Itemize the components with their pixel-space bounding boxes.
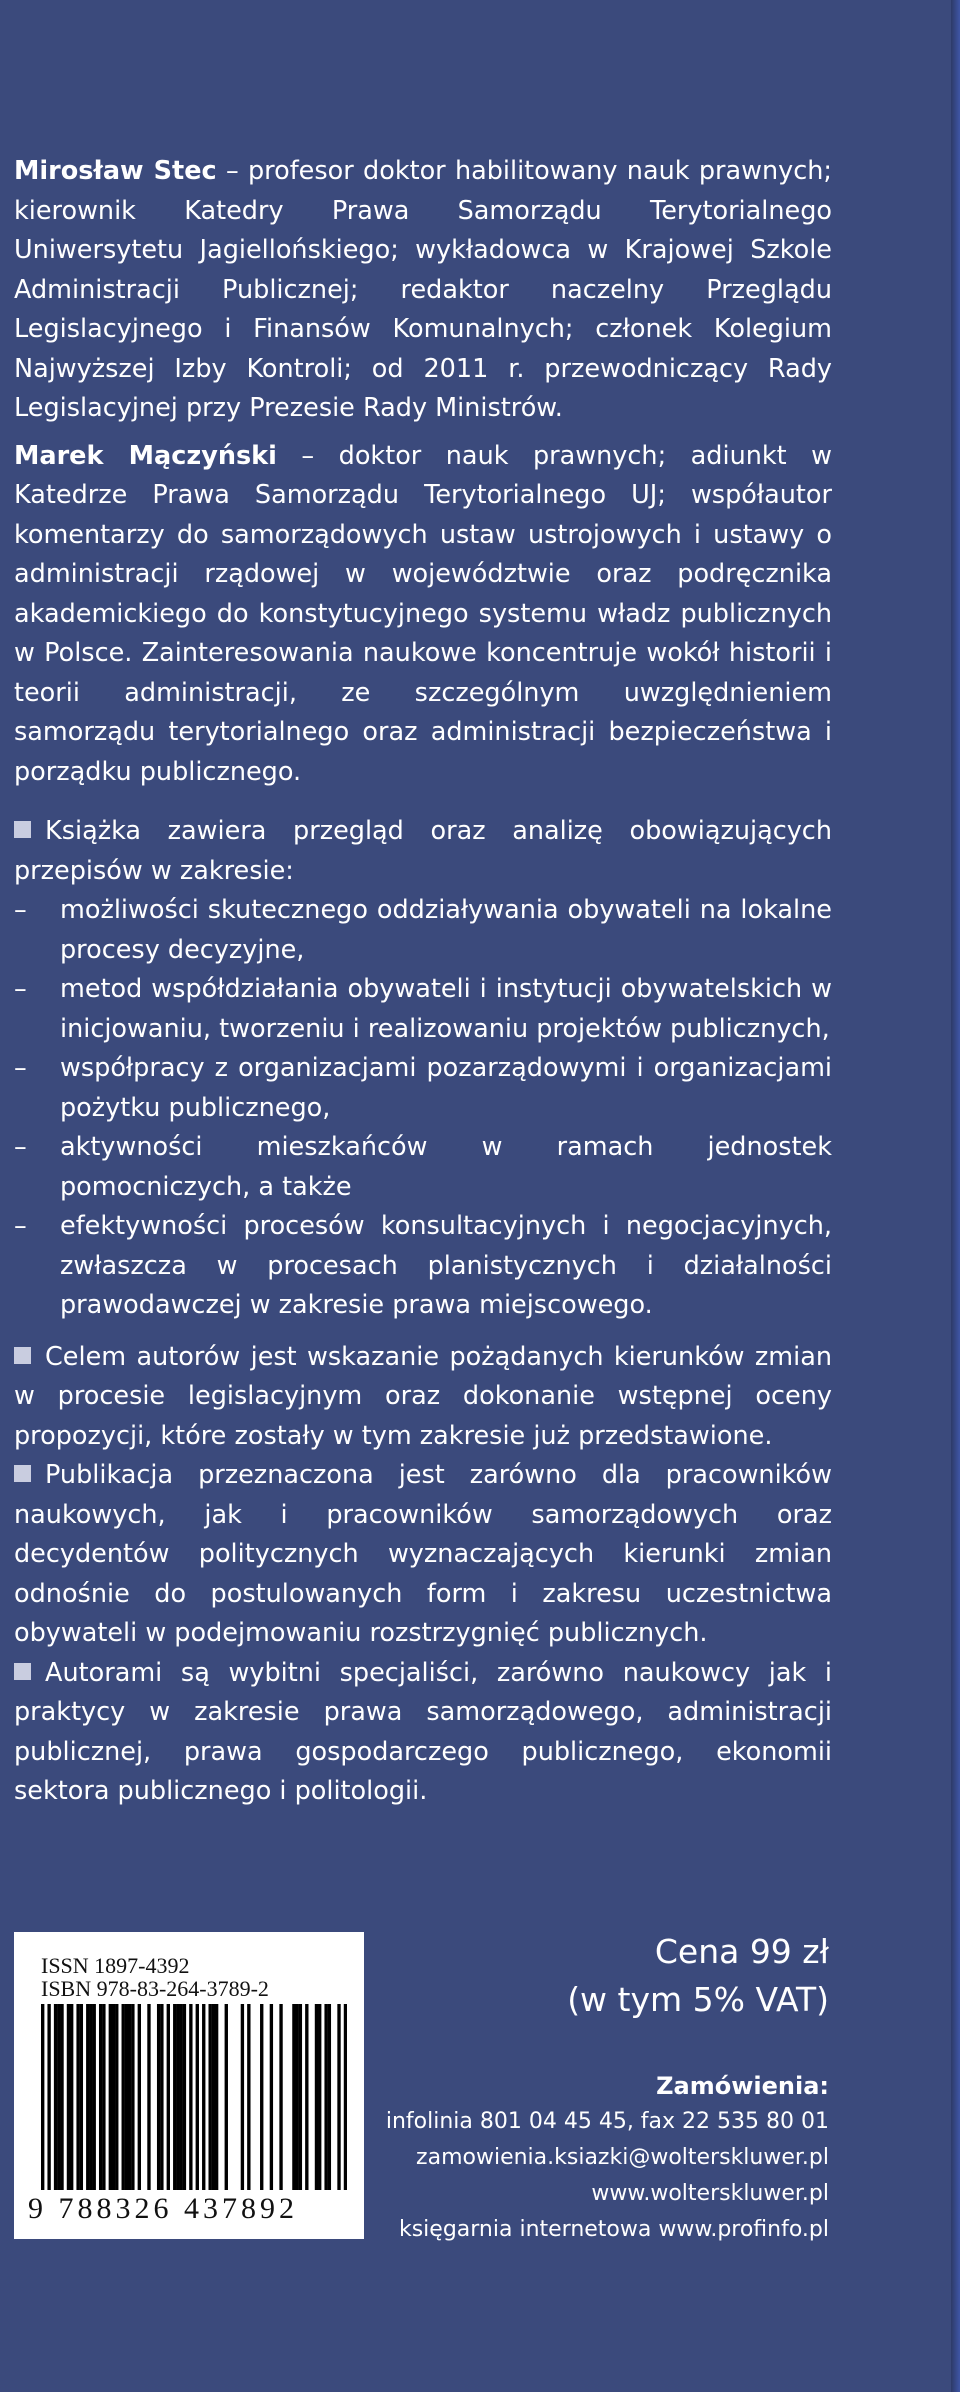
square-bullet-icon (14, 1663, 31, 1680)
square-bullet-icon (14, 821, 31, 838)
book-spine-edge (951, 0, 960, 2392)
orders-shop[interactable]: księgarnia internetowa www.profinfo.pl (398, 2217, 829, 2242)
orders-block (386, 2068, 829, 2248)
barcode-icon (41, 2004, 347, 2190)
issn-number: ISSN 1897-4392 (41, 1953, 190, 1978)
list-item: – możliwości skutecznego oddziaływania obywateli na lokalne procesy decyzyjne, (14, 891, 832, 970)
orders-heading: Zamówienia: (656, 2072, 829, 2100)
orders-email[interactable]: zamowienia.ksiazki@wolterskluwer.pl (416, 2145, 829, 2170)
price-value: Cena 99 zł (654, 1932, 829, 1971)
barcode-digits: 9 788326 437892 (28, 2192, 298, 2225)
author-description: – doktor nauk prawnych; adiunkt w Katedrze Prawa Samorządu Terytorialnego UJ; współautor komentarzy do samorządowych ustaw ustrojowych i ustawy o administracji rządowej w województwie oraz podręcznika akademickiego do konstytucyjnego systemu władz publicznych w Polsce. Zainteresowania naukowe koncentruje wokół historii i teorii administracji, ze szczególnym uwzględnieniem samorządu terytorialnego oraz administracji bezpieczeństwa i porządku publicznego. (14, 440, 833, 787)
intro-paragraph: Książka zawiera przegląd oraz analizę obowiązujących przepisów w zakresie: (14, 816, 832, 886)
scope-list (14, 891, 832, 1326)
isbn-number: ISBN 978-83-264-3789-2 (41, 1976, 269, 2001)
back-cover-text (14, 152, 832, 1812)
goal-paragraph: Celem autorów jest wskazanie pożądanych kierunków zmian w procesie legislacyjnym oraz dokonanie wstępnej oceny propozycji, które zostały w tym zakresie już przedstawione. (14, 1341, 832, 1451)
author-name: Marek Mączyński (14, 440, 277, 471)
square-bullet-icon (14, 1347, 31, 1364)
price-vat: (w tym 5% VAT) (567, 1980, 829, 2019)
list-item: – współpracy z organizacjami pozarządowymi i organizacjami pożytku publicznego, (14, 1049, 832, 1128)
square-bullet-icon (14, 1465, 31, 1482)
audience-paragraph: Publikacja przeznaczona jest zarówno dla pracowników naukowych, jak i pracowników samorządowych oraz decydentów politycznych wyznaczających kierunki zmian odnośnie do postulowanych form i zakresu uczestnictwa obywateli w podejmowaniu rozstrzygnięć publicznych. (14, 1460, 832, 1648)
authors-paragraph: Autorami są wybitni specjaliści, zarówno naukowcy jak i praktycy w zakresie prawa samorządowego, administracji publicznej, prawa gospodarczego publicznego, ekonomii sektora publicznego i politologii. (14, 1657, 832, 1806)
list-item: – efektywności procesów konsultacyjnych i negocjacyjnych, zwłaszcza w procesach planistycznych i działalności prawodawczej w zakresie prawa miejscowego. (14, 1207, 832, 1326)
orders-website[interactable]: www.wolterskluwer.pl (591, 2181, 829, 2206)
author-description: – profesor doktor habilitowany nauk prawnych; kierownik Katedry Prawa Samorządu Terytorialnego Uniwersytetu Jagiellońskiego; wykładowca w Krajowej Szkole Administracji Publicznej; redaktor naczelny Przeglądu Legislacyjnego i Finansów Komunalnych; członek Kolegium Najwyższej Izby Kontroli; od 2011 r. przewodniczący Rady Legislacyjnej przy Prezesie Rady Ministrów. (14, 156, 832, 423)
author-bio-maczynski (14, 437, 832, 793)
author-bio-stec (14, 152, 832, 429)
price-block (567, 1928, 829, 2024)
list-item: – aktywności mieszkańców w ramach jednostek pomocniczych, a także (14, 1128, 832, 1207)
list-item: – metod współdziałania obywateli i instytucji obywatelskich w inicjowaniu, tworzeniu i realizowaniu projektów publicznych, (14, 970, 832, 1049)
author-name: Mirosław Stec (14, 156, 217, 186)
orders-phone: infolinia 801 04 45 45, fax 22 535 80 01 (385, 2109, 829, 2134)
barcode-box (14, 1932, 364, 2239)
